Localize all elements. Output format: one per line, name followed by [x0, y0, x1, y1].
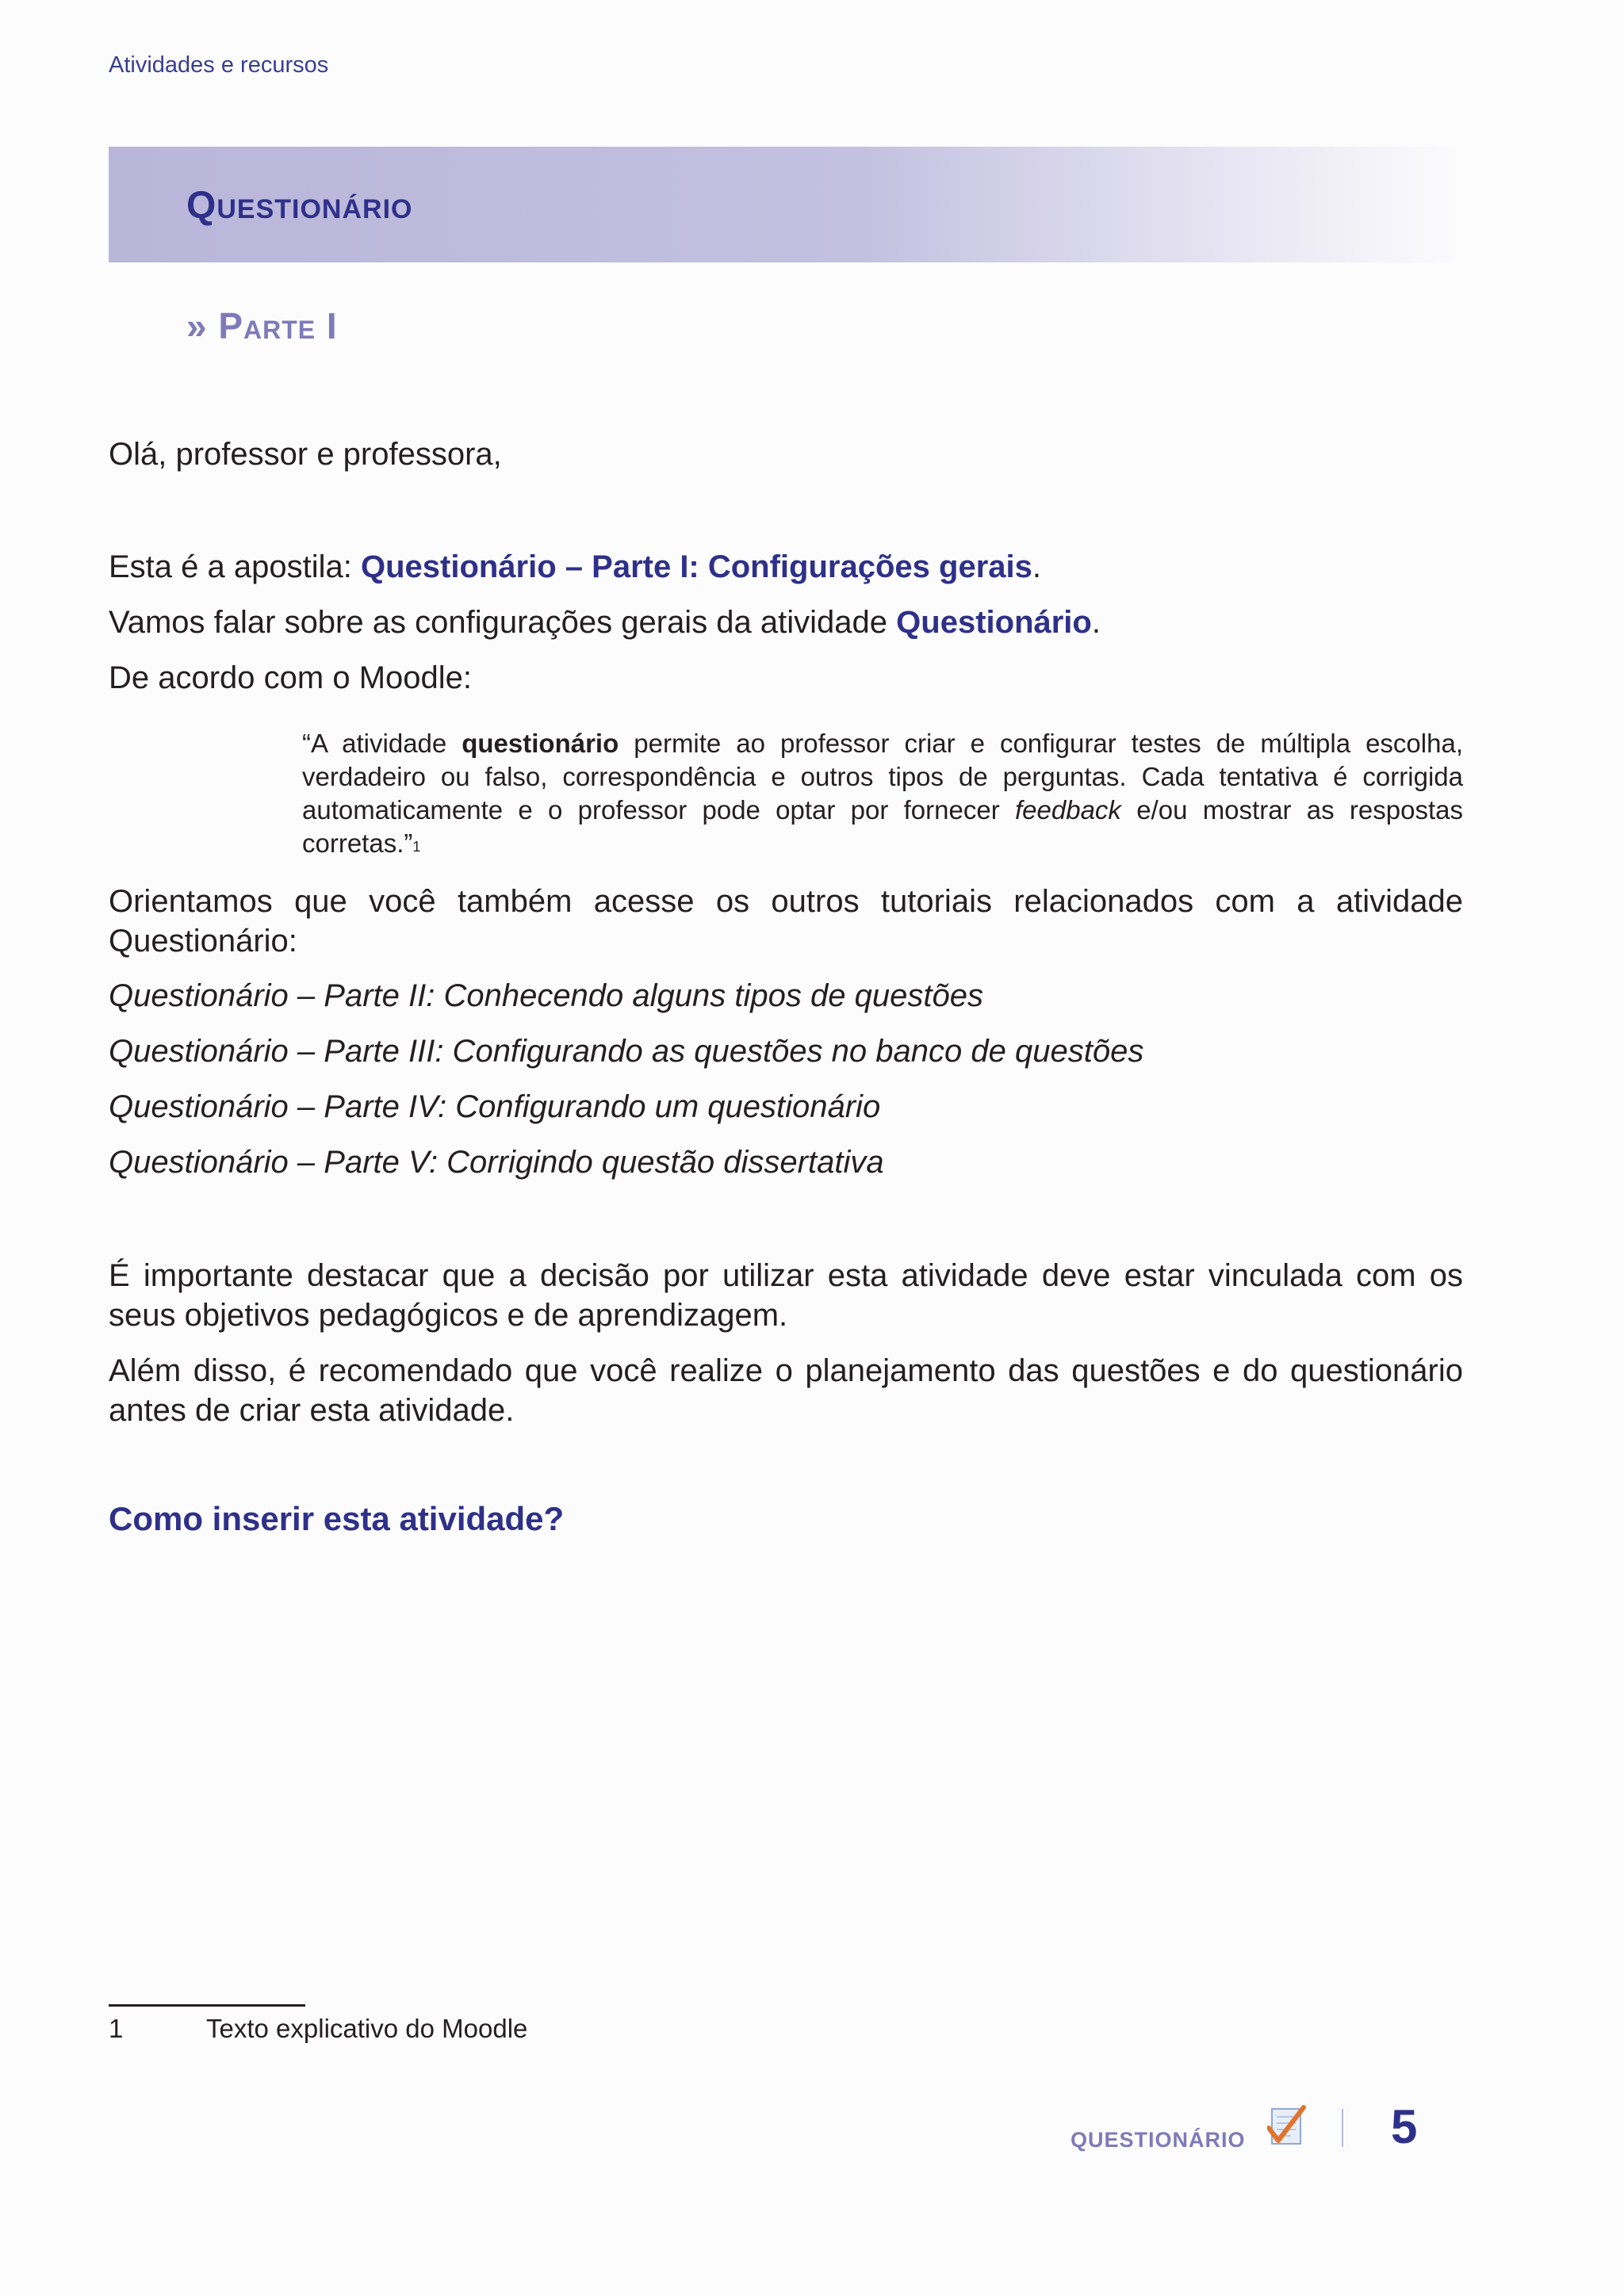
activity-name: Questionário: [896, 605, 1092, 640]
section-heading: » Parte I: [186, 305, 338, 346]
text-run: e/ou mostrar as respostas corretas.”: [302, 795, 1464, 858]
footnote-divider: [109, 2004, 305, 2007]
tutorial-link: Questionário – Parte IV: Configurando um questionário: [109, 1089, 881, 1124]
apostila-title: Questionário – Parte I: Configurações gerais: [360, 549, 1032, 584]
quote-bold: questionário: [462, 729, 619, 758]
greeting: Olá, professor e professora,: [109, 437, 502, 472]
footer-divider: [1342, 2109, 1343, 2147]
intro-paragraph-3: De acordo com o Moodle:: [109, 660, 473, 695]
notes-paragraph-1: É importante destacar que a decisão por utilizar esta atividade deve estar vinculada com os seus objetivos pedagógicos e de aprendizagem.: [109, 1258, 1463, 1333]
footer-label: QUESTIONÁRIO: [1071, 2128, 1246, 2152]
footnote-number: 1: [109, 2014, 124, 2043]
tutorials-intro: Orientamos que você também acesse os outros tutoriais relacionados com a atividade Questionário:: [109, 884, 1463, 959]
footnote-reference: 1: [412, 839, 421, 855]
text-run: .: [1032, 549, 1041, 584]
moodle-quote: [302, 727, 1463, 860]
tutorial-link: Questionário – Parte V: Corrigindo questão dissertativa: [109, 1145, 884, 1180]
checklist-icon: [1267, 2104, 1307, 2149]
intro-paragraph-2: [109, 603, 1463, 642]
text-run: Esta é a apostila:: [109, 549, 361, 584]
notes-paragraph-2: Além disso, é recomendado que você realize o planejamento das questões e do questionário antes de criar esta atividade.: [109, 1353, 1463, 1428]
section-subheading: Como inserir esta atividade?: [109, 1500, 565, 1537]
footnote: [109, 2014, 527, 2044]
footnote-text: Texto explicativo do Moodle: [206, 2014, 528, 2043]
text-run: permite ao professor criar e configurar testes de múltipla escolha, verdadeiro ou falso, correspondência e outros tipos de perguntas. Cada tentativa é corrigida automaticamente e o professor pode optar por fornecer: [302, 729, 1463, 825]
title-banner: [109, 147, 1463, 262]
quote-italic: feedback: [1014, 795, 1121, 825]
tutorial-link: Questionário – Parte III: Configurando as questões no banco de questões: [109, 1034, 1144, 1069]
text-run: Vamos falar sobre as configurações gerais da atividade: [109, 605, 897, 640]
text-run: “A atividade: [302, 729, 462, 758]
page-number: 5: [1391, 2100, 1418, 2153]
page-title: Questionário: [186, 185, 413, 227]
text-run: .: [1091, 605, 1101, 640]
intro-paragraph-1: [109, 547, 1463, 587]
tutorial-link: Questionário – Parte II: Conhecendo alguns tipos de questões: [109, 978, 983, 1013]
running-head: Atividades e recursos: [109, 52, 329, 78]
